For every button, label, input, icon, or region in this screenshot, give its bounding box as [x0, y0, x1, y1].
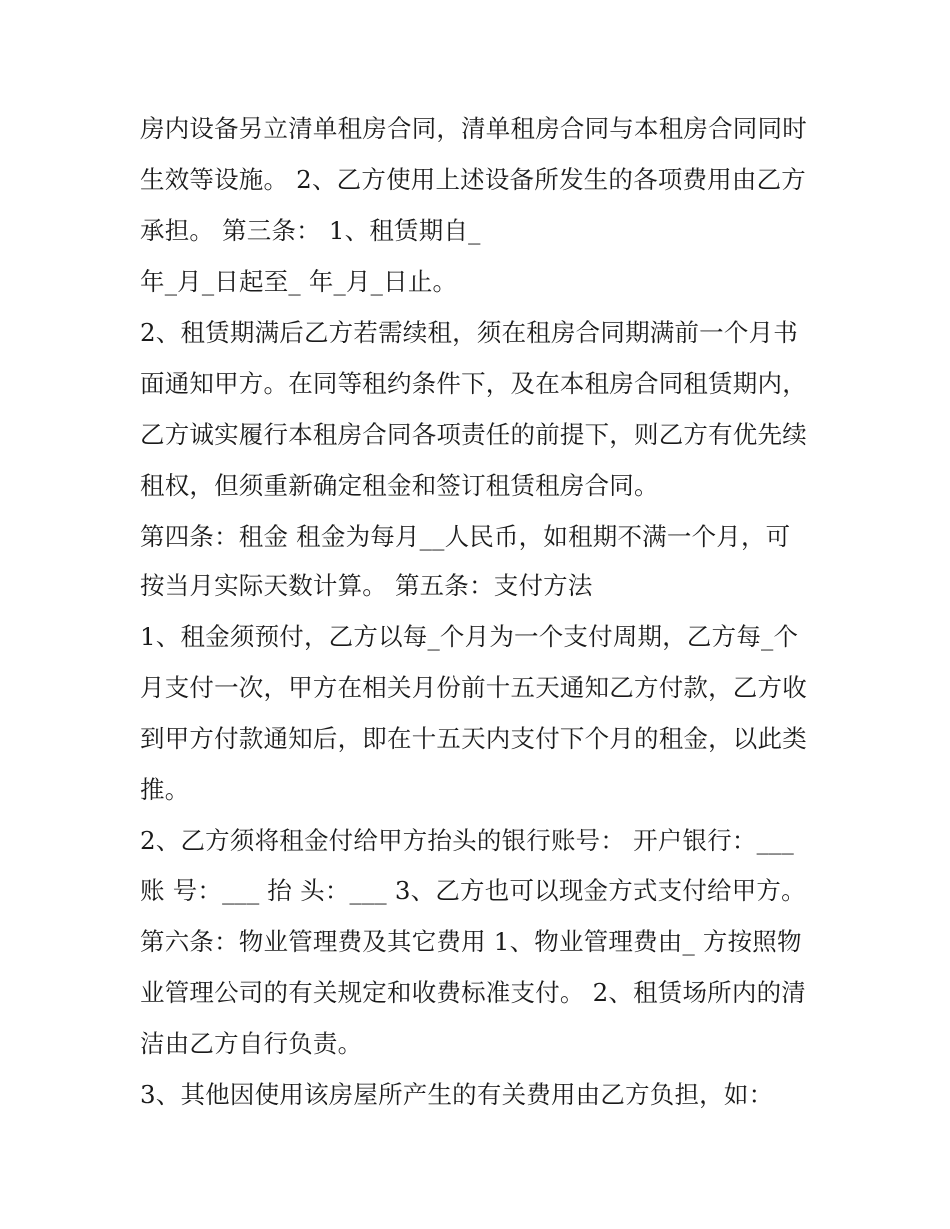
text-line: 承担。 第三条： 1、租赁期自_ — [140, 216, 481, 245]
text-line: 生效等设施。 2、乙方使用上述设备所发生的各项费用由乙方 — [140, 165, 806, 194]
text-line: 按当月实际天数计算。 第五条：支付方法 — [140, 571, 593, 600]
text-line: 租权，但须重新确定租金和签订租赁租房合同。 — [140, 471, 659, 500]
text-line: 推。 — [140, 775, 190, 804]
text-line: 3、其他因使用该房屋所产生的有关费用由乙方负担，如： — [140, 1080, 774, 1109]
text-line: 账 号：___ 抬 头：___ 3、乙方也可以现金方式支付给甲方。 — [140, 876, 806, 905]
text-line: 房内设备另立清单租房合同，清单租房合同与本租房合同同时 — [140, 114, 807, 143]
text-line: 面通知甲方。在同等租约条件下，及在本租房合同租赁期内， — [140, 369, 807, 398]
text-line: 1、租金须预付，乙方以每_个月为一个支付周期，乙方每_个 — [140, 622, 799, 651]
text-line: 乙方诚实履行本租房合同各项责任的前提下，则乙方有优先续 — [140, 420, 807, 449]
text-line: 年_月_日起至_ 年_月_日止。 — [140, 267, 458, 296]
text-line: 第六条：物业管理费及其它费用 1、物业管理费由_ 方按照物 — [140, 927, 802, 956]
text-line: 到甲方付款通知后，即在十五天内支付下个月的租金，以此类 — [140, 724, 807, 753]
text-line: 第四条：租金 租金为每月__人民币，如租期不满一个月，可 — [140, 522, 791, 551]
text-line: 月支付一次，甲方在相关月份前十五天通知乙方付款，乙方收 — [140, 673, 807, 702]
text-line: 洁由乙方自行负责。 — [140, 1029, 363, 1058]
text-line: 2、租赁期满后乙方若需续租，须在租房合同期满前一个月书 — [140, 318, 798, 347]
text-line: 2、乙方须将租金付给甲方抬头的银行账号： 开户银行：___ — [140, 826, 794, 855]
text-line: 业管理公司的有关规定和收费标准支付。 2、租赁场所内的清 — [140, 978, 806, 1007]
